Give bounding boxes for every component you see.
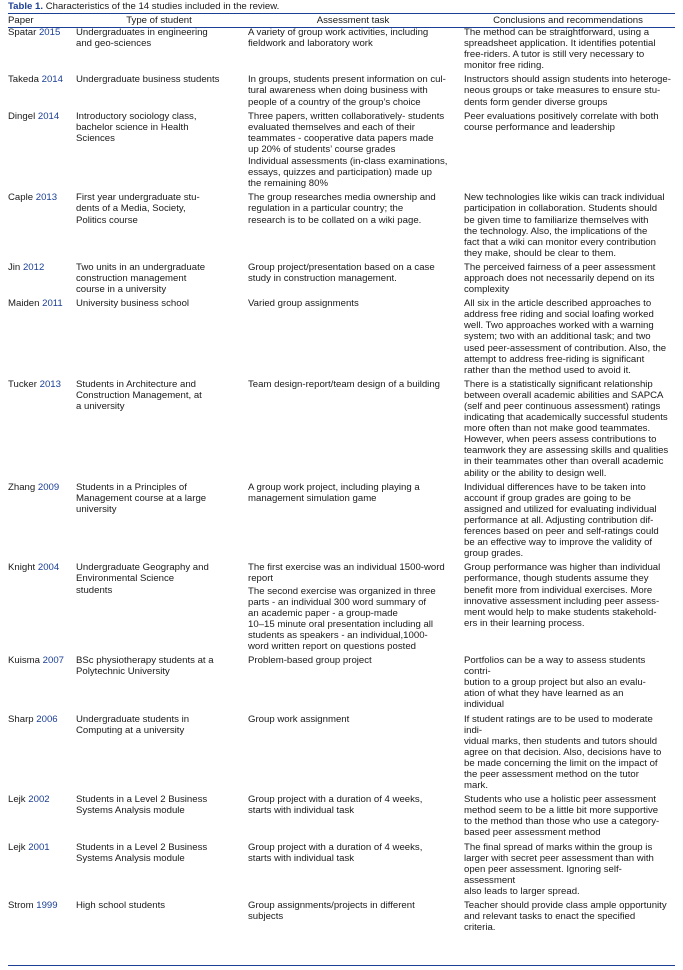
paper-year-link[interactable]: 2004 — [37, 562, 60, 574]
paper-author: Strom — [8, 900, 34, 912]
paper-cell — [8, 27, 73, 74]
paper-year-link[interactable]: 2015 — [38, 27, 61, 38]
paper-cell — [8, 111, 73, 193]
assessment-task-cell — [245, 27, 461, 74]
paper-cell — [8, 379, 73, 482]
assessment-task-text: A variety of group work activities, including fieldwork and laboratory work — [248, 27, 429, 50]
assessment-task-text: Varied group assignments — [248, 298, 359, 310]
studies-table — [8, 14, 675, 933]
table-row — [8, 74, 675, 110]
assessment-task-cell — [245, 262, 461, 298]
type-of-student-cell: Students in a Level 2 Business Systems Analysis module — [76, 794, 208, 817]
assessment-task-cell — [245, 482, 461, 563]
assessment-task-cell — [245, 562, 461, 655]
table-row — [8, 900, 675, 933]
table-caption — [8, 1, 279, 12]
assessment-task-cell — [245, 714, 461, 795]
type-of-student-cell: Two units in an undergraduate construction management course in a university — [76, 261, 206, 296]
paper-year-link[interactable]: 2014 — [41, 74, 63, 86]
paper-author: Caple — [8, 192, 34, 204]
conclusions-cell: Individual differences have to be taken into account if group grades are going to be assigned and utilized for evaluating individual performance at all. Adjusting contribution dif- ferences based on peer and self-ratings could be an effective way to improve the validity of group grades. — [464, 481, 659, 560]
table-row — [8, 842, 675, 900]
conclusions-cell: The perceived fairness of a peer assessment approach does not necessarily depend on its complexity — [464, 261, 656, 296]
header-assessment-task: Assessment task — [316, 14, 390, 26]
paper-cell — [8, 655, 73, 713]
assessment-task-cell — [245, 192, 461, 262]
table-row — [8, 27, 675, 74]
type-of-student-cell: Students in a Level 2 Business Systems Analysis module — [76, 841, 208, 864]
assessment-task-text: The first exercise was an individual 1500-word report — [248, 562, 445, 585]
conclusions-cell: There is a statistically significant relationship between overall academic abilities and SAPCA (self and peer continuous assessment) ratings indicating that academically successful students more often than not make good teammates. However, when peers assess contributions to teamwork they are assessing skills and qualities in their teammates other than overall academic ability or the ability to design well. — [464, 378, 669, 479]
table-header-row — [8, 14, 675, 27]
assessment-task-text: Problem-based group project — [248, 655, 372, 667]
paper-author: Lejk — [8, 841, 26, 853]
paper-author: Tucker — [8, 378, 37, 390]
paper-cell — [8, 714, 73, 795]
paper-year-link[interactable]: 2013 — [35, 192, 58, 204]
table-caption-label: Table 1. — [8, 1, 44, 12]
paper-year-link[interactable]: 2006 — [36, 713, 58, 725]
paper-author: Takeda — [8, 74, 39, 86]
table-body — [8, 27, 675, 933]
conclusions-cell: Instructors should assign students into heteroge- neous groups or take measures to ensure stu- dents form gender diverse groups — [464, 74, 671, 108]
type-of-student-cell: Introductory sociology class, bachelor science in Health Sciences — [76, 110, 197, 144]
type-of-student-cell: Students in Architecture and Construction Management, at a university — [76, 378, 202, 412]
paper-author: Sharp — [8, 713, 34, 725]
conclusions-cell: Portfolios can be a way to assess students contri- bution to a group project but also an evalu- ation of what they have learned as an individual — [464, 655, 646, 711]
paper-year-link[interactable]: 2011 — [42, 298, 63, 310]
assessment-task-cell — [245, 379, 461, 482]
assessment-task-text: Group project with a duration of 4 weeks, starts with individual task — [248, 794, 423, 817]
assessment-task-text: Team design-report/team design of a building — [248, 378, 440, 390]
assessment-task-cell — [245, 298, 461, 379]
table-row — [8, 262, 675, 298]
header-type-of-student: Type of student — [126, 14, 192, 26]
conclusions-cell: Teacher should provide class ample opportunity and relevant tasks to enact the specified criteria. — [464, 900, 667, 934]
table-row — [8, 298, 675, 379]
paper-author: Kuisma — [8, 655, 40, 667]
header-paper: Paper — [8, 14, 34, 26]
type-of-student-cell: Undergraduate Geography and Environmental Science students — [76, 562, 209, 596]
conclusions-cell: All six in the article described approaches to address free riding and social loafing worked well. Two approaches worked with a warning system; two with an additional task; and two used peer-assessment of contribution. Also, the attempt to address free-riding is significant rather than the method used to avoid it. — [464, 298, 667, 376]
paper-year-link[interactable]: 1999 — [36, 900, 58, 912]
paper-cell — [8, 262, 73, 298]
conclusions-cell: If student ratings are to be used to moderate indi- vidual marks, then students and tutors should agree on that decision. Also, decisions have to be made concerning the limit on the impact of the peer assessment method on the tutor mark. — [464, 713, 662, 792]
assessment-task-text: The group researches media ownership and regulation in a particular country; the research is to be collated on a wiki page. — [248, 192, 436, 226]
paper-author: Zhang — [8, 481, 36, 493]
table-row — [8, 111, 675, 193]
assessment-task-cell — [245, 842, 461, 900]
paper-year-link[interactable]: 2009 — [37, 481, 60, 493]
paper-cell — [8, 842, 73, 900]
paper-cell — [8, 74, 73, 110]
paper-author: Spatar — [8, 27, 37, 38]
header-conclusions: Conclusions and recommendations — [493, 14, 643, 26]
assessment-task-text: Three papers, written collaboratively- students evaluated themselves and each of their teammates - cooperative data papers made up 20% of students’ course grades — [248, 110, 445, 155]
conclusions-cell: Peer evaluations positively correlate with both course performance and leadership — [464, 110, 659, 133]
paper-author: Jin — [8, 261, 21, 273]
conclusions-cell: The final spread of marks within the group is larger with secret peer assessment than with open peer assessment. Ignoring self-assessment also leads to larger spread. — [464, 841, 654, 897]
bottom-rule — [8, 965, 675, 966]
paper-cell — [8, 298, 73, 379]
assessment-task-text: Group project with a duration of 4 weeks, starts with individual task — [248, 841, 423, 864]
assessment-task-text: Group project/presentation based on a case study in construction management. — [248, 261, 435, 284]
conclusions-cell: Students who use a holistic peer assessment method seem to be a little bit more supportive to the method than those who use a category- based peer assessment method — [464, 794, 660, 839]
table-row — [8, 192, 675, 262]
table-row — [8, 562, 675, 655]
paper-cell — [8, 482, 73, 563]
paper-cell — [8, 794, 73, 841]
table-row — [8, 482, 675, 563]
type-of-student-cell: University business school — [76, 298, 190, 310]
type-of-student-cell: Undergraduates in engineering and geo-sciences — [76, 27, 208, 50]
table-row — [8, 379, 675, 482]
assessment-task-cell — [245, 794, 461, 841]
assessment-task-text: In groups, students present information on cul- tural awareness when doing business with people of a country of the group’s choice — [248, 74, 446, 108]
paper-cell — [8, 562, 73, 655]
paper-year-link[interactable]: 2014 — [37, 110, 60, 122]
conclusions-cell: New technologies like wikis can track individual participation in collaboration. Students should be given time to familiarize themselves with the technology. Also, the implications of the fact that a wiki can monitor every contribution they make, should be clear to them. — [464, 192, 665, 259]
assessment-task-text: The second exercise was organized in three parts - an individual 300 word summary of an academic paper - a group-made 10–15 minute oral presentation including all students as speakers - an individual,1000- word written report on questions posted — [248, 585, 436, 652]
type-of-student-cell: Undergraduate students in Computing at a university — [76, 713, 190, 736]
table-caption-text: Characteristics of the 14 studies included in the review. — [45, 1, 280, 12]
table-row — [8, 714, 675, 795]
table-row — [8, 794, 675, 841]
assessment-task-cell — [245, 655, 461, 713]
conclusions-cell: Group performance was higher than individual performance, though students assume they benefit more from individual exercises. More innovative assessment including peer assess- ment would help to make students stakehold- ers in their learning process. — [464, 562, 661, 629]
type-of-student-cell: Undergraduate business students — [76, 74, 220, 86]
paper-author: Knight — [8, 562, 36, 574]
paper-year-link[interactable]: 2001 — [28, 841, 50, 853]
paper-author: Lejk — [8, 794, 26, 806]
assessment-task-text: A group work project, including playing a management simulation game — [248, 481, 420, 504]
assessment-task-cell — [245, 111, 461, 193]
assessment-task-cell — [245, 74, 461, 110]
type-of-student-cell: First year undergraduate stu- dents of a Media, Society, Politics course — [76, 192, 200, 226]
type-of-student-cell: BSc physiotherapy students at a Polytechnic University — [76, 655, 214, 678]
type-of-student-cell: High school students — [76, 900, 166, 912]
paper-cell — [8, 900, 73, 933]
table-row — [8, 655, 675, 713]
paper-year-link[interactable]: 2007 — [42, 655, 65, 667]
paper-author: Maiden — [8, 298, 40, 310]
assessment-task-text: Individual assessments (in-class examinations, essays, quizzes and participation) made up the remaining 80% — [248, 156, 448, 190]
paper-cell — [8, 192, 73, 262]
paper-year-link[interactable]: 2012 — [22, 261, 45, 273]
paper-author: Dingel — [8, 110, 36, 122]
assessment-task-text: Group assignments/projects in different subjects — [248, 900, 415, 923]
assessment-task-cell — [245, 900, 461, 933]
paper-year-link[interactable]: 2013 — [39, 378, 61, 390]
conclusions-cell: The method can be straightforward, using a spreadsheet application. It identifies potential free-riders. A tutor is still very necessary to monitor free riding. — [464, 27, 656, 72]
type-of-student-cell: Students in a Principles of Management course at a large university — [76, 481, 207, 515]
paper-year-link[interactable]: 2002 — [28, 794, 50, 806]
assessment-task-text: Group work assignment — [248, 713, 350, 725]
